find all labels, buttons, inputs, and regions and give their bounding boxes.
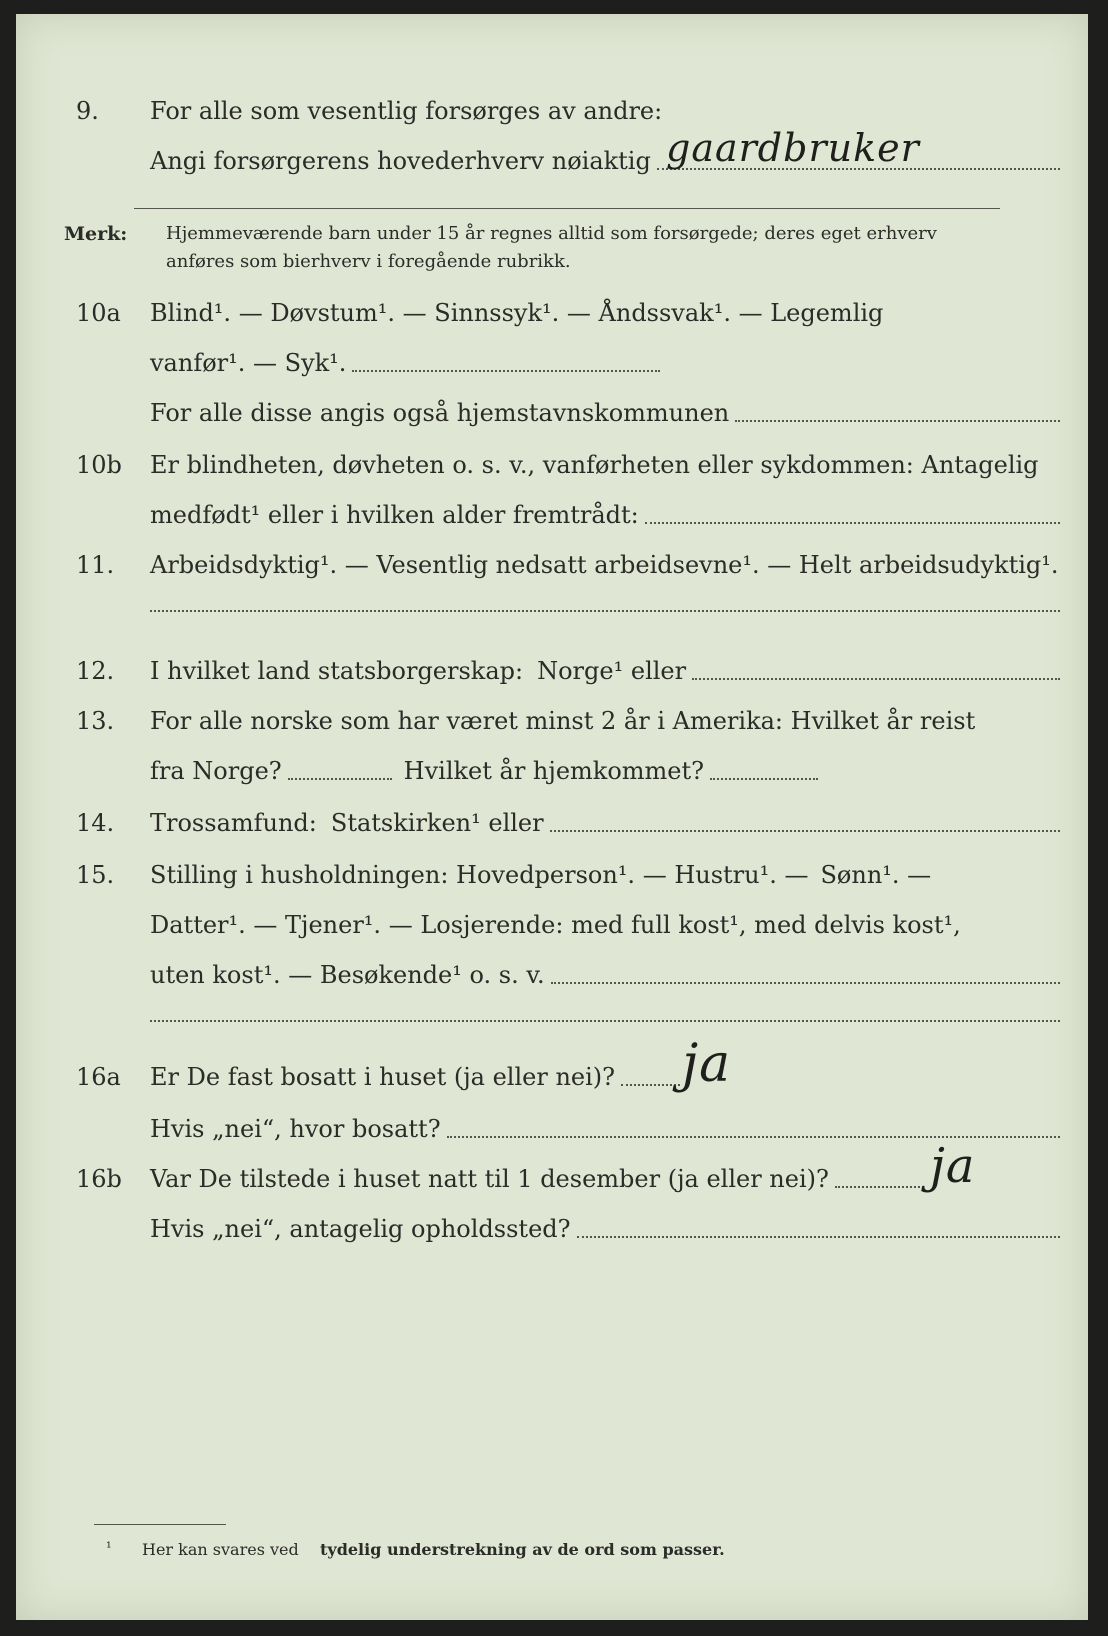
q10a-municipality-line[interactable] [735,420,1060,422]
q14-underlined-answer: Statskirken [330,809,472,837]
q16a-question: Er De fast bosatt i huset (ja eller nei)? [150,1063,616,1091]
q11-line1 [78,542,1060,580]
q13-emigrated-prompt: fra Norge? [150,757,282,785]
q16a-line2 [78,1106,1060,1144]
q15-extra-line[interactable] [150,1020,1060,1022]
footnote-rule [94,1524,226,1525]
q15-number: 15. [76,861,115,889]
q13-line1 [78,698,1060,736]
q15-answer-line[interactable] [551,982,1060,984]
census-form-page [16,14,1088,1620]
q10b-line1 [78,442,1060,480]
q16b-line2 [78,1206,1060,1244]
merk-label: Merk: [64,223,128,245]
footnote-mark: ¹ [106,1540,112,1556]
q16b-number: 16b [76,1165,122,1193]
q12-number: 12. [76,657,115,685]
q12-suffix: ¹ eller [613,657,687,685]
q15-line2 [78,902,1060,940]
q16a-line1 [78,1054,1060,1092]
q15-underlined-answer: Sønn [820,861,883,889]
q10b-question: Er blindheten, døvheten o. s. v., vanførheten eller sykdommen: Antagelig [150,451,1039,479]
q15-options-cont: uten kost¹. — Besøkende¹ o. s. v. [150,961,545,989]
q9-handwritten-answer: gaardbruker [666,126,920,170]
q12-answer-line[interactable] [692,678,1060,680]
merk-text-2: anføres som bierhverv i foregående rubrikk. [166,251,571,272]
q9-question: For alle som vesentlig forsørges av andre: [150,97,663,125]
q13-returned-line[interactable] [710,778,818,780]
q10a-question: Blind¹. — Døvstum¹. — Sinnssyk¹. — Åndssvak¹. — Legemlig [150,299,884,327]
q15-line1 [78,852,1060,890]
q15-options: Datter¹. — Tjener¹. — Losjerende: med full kost¹, med delvis kost¹, [150,911,961,939]
q16b-answer-line[interactable] [835,1186,920,1188]
q11-question: Arbeidsdyktig¹. — Vesentlig nedsatt arbeidsevne¹. — Helt arbeidsudyktig¹. [150,551,1059,579]
q13-returned-prompt: Hvilket år hjemkommet? [403,757,705,785]
q9-number: 9. [76,97,99,125]
q10a-line1 [78,290,1060,328]
q16a-number: 16a [76,1063,121,1091]
footnote-text-a: Her kan svares ved [142,1540,299,1559]
q15-line3 [78,952,1060,990]
merk-text-1: Hjemmeværende barn under 15 år regnes alltid som forsørgede; deres eget erhverv [166,223,937,244]
q10b-answer-line[interactable] [645,522,1060,524]
q13-emigrated-line[interactable] [288,778,392,780]
q14-question: Trossamfund: [150,809,317,837]
q9-line1 [78,88,1060,126]
q12-line1 [78,648,1060,686]
q10a-number: 10a [76,299,121,327]
q10a-options: vanfør¹. — Syk¹. [150,349,347,377]
q10a-answer-line[interactable] [352,370,660,372]
q16a-handwritten-answer: ja [682,1034,732,1094]
q14-line1 [78,800,1060,838]
q14-number: 14. [76,809,115,837]
footnote-text-b: tydelig understrekning av de ord som passer. [320,1540,725,1559]
q16b-where-line[interactable] [577,1236,1060,1238]
q10a-home-municipality: For alle disse angis også hjemstavnskommunen [150,399,730,427]
q16a-answer-line[interactable] [621,1084,680,1086]
q10b-line2 [78,492,1060,530]
q10a-line2 [78,340,1060,378]
q15-suffix: ¹. — [882,861,932,889]
q10b-number: 10b [76,451,122,479]
q16b-line1 [78,1156,1060,1194]
q14-suffix: ¹ eller [471,809,544,837]
q13-question: For alle norske som har været minst 2 år i Amerika: Hvilket år reist [150,707,976,735]
q16b-where-prompt: Hvis „nei“, antagelig opholdssted? [150,1215,571,1243]
q9-prompt: Angi forsørgerens hovederhverv nøiaktig [150,147,651,175]
q16b-handwritten-answer: ja [930,1138,976,1194]
q12-underlined-answer: Norge [537,657,614,685]
q11-answer-line[interactable] [150,610,1060,612]
q12-question: I hvilket land statsborgerskap: [150,657,524,685]
q13-number: 13. [76,707,115,735]
q16b-question: Var De tilstede i huset natt til 1 desember (ja eller nei)? [150,1165,829,1193]
q16a-where-prompt: Hvis „nei“, hvor bosatt? [150,1115,441,1143]
separator [134,208,1000,209]
q15-question: Stilling i husholdningen: Hovedperson¹. — Hustru¹. — [150,861,809,889]
q10b-prompt: medfødt¹ eller i hvilken alder fremtrådt: [150,501,639,529]
q13-line2 [78,748,818,786]
q11-number: 11. [76,551,115,579]
q10a-line3 [78,390,1060,428]
q14-answer-line[interactable] [550,830,1060,832]
